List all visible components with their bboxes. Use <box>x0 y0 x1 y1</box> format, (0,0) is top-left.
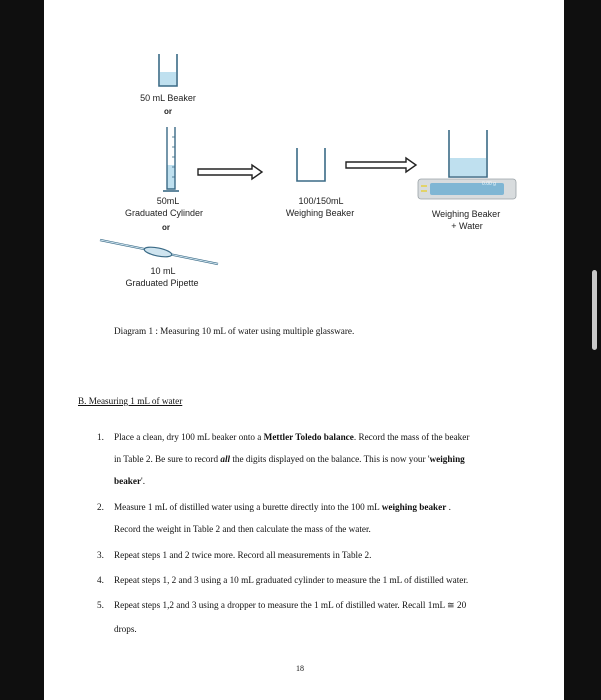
final-label-line1: Weighing Beaker <box>431 209 501 219</box>
document-page <box>44 0 564 700</box>
graduated-pipette-icon <box>98 234 228 270</box>
arrow-right-icon <box>346 158 418 172</box>
balance-icon <box>418 179 518 201</box>
pipette-name-label: Graduated Pipette <box>125 278 199 288</box>
or-label-1: or <box>164 107 172 116</box>
graduated-cylinder-icon <box>163 127 179 195</box>
beaker-with-water-icon <box>448 130 488 178</box>
step-3-line-1: Repeat steps 1 and 2 twice more. Record all measurements in Table 2. <box>114 550 372 560</box>
step-number: 4. <box>97 575 104 585</box>
or-label-2: or <box>162 223 170 232</box>
step-2-line-2: Record the weight in Table 2 and then calculate the mass of the water. <box>114 524 371 534</box>
weighing-beaker-icon <box>296 148 326 182</box>
balance-reading: 0.00 g <box>482 181 496 187</box>
step-number: 5. <box>97 600 104 610</box>
scrollbar[interactable] <box>592 270 597 350</box>
section-title: B. Measuring 1 mL of water <box>78 396 183 406</box>
arrow-right-icon <box>198 165 264 179</box>
diagram-caption: Diagram 1 : Measuring 10 mL of water using multiple glassware. <box>114 326 355 336</box>
step-1-line-1: Place a clean, dry 100 mL beaker onto a Mettler Toledo balance. Record the mass of the beaker <box>114 432 470 442</box>
step-1-line-2: in Table 2. Be sure to record all the digits displayed on the balance. This is now your 'weighing <box>114 454 465 464</box>
step-number: 2. <box>97 502 104 512</box>
page-number: 18 <box>296 664 304 673</box>
step-number: 1. <box>97 432 104 442</box>
cylinder-volume-label: 50mL <box>156 196 180 206</box>
weighing-name-label: Weighing Beaker <box>285 208 355 218</box>
step-1-line-3: beaker'. <box>114 476 145 486</box>
step-2-line-1: Measure 1 mL of distilled water using a burette directly into the 100 mL weighing beaker . <box>114 502 451 512</box>
step-5-line-2: drops. <box>114 624 137 634</box>
step-5-line-1: Repeat steps 1,2 and 3 using a dropper to measure the 1 mL of distilled water. Recall 1mL ≅ 20 <box>114 600 467 610</box>
beaker-50ml-label: 50 mL Beaker <box>140 93 196 103</box>
beaker-50ml-icon <box>158 54 178 88</box>
cylinder-name-label: Graduated Cylinder <box>124 208 204 218</box>
step-number: 3. <box>97 550 104 560</box>
pipette-volume-label: 10 mL <box>150 266 176 276</box>
step-4-line-1: Repeat steps 1, 2 and 3 using a 10 mL graduated cylinder to measure the 1 mL of distilled water. <box>114 575 469 585</box>
weighing-volume-label: 100/150mL <box>298 196 344 206</box>
final-label-line2: + Water <box>451 221 483 231</box>
